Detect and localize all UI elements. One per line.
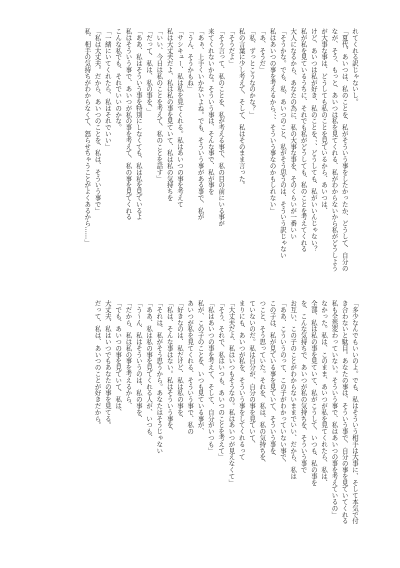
text-column: 「好きなのは、私だけど、私は私の事を、	[175, 300, 184, 422]
text-column: を、こんな気持ちで、あいつが私の気持ちを、そういう事で	[299, 300, 308, 473]
text-column: 私、相手の気持ちがわからなくて、怒らせちゃうことがよくあるから……」	[83, 28, 92, 246]
text-column: 「でも、あいつの事を見ていて、私は、	[114, 300, 123, 416]
text-column: なが、そう、もっと、あいつは私を見てくれる、私がわからないから私がどうしよう	[330, 28, 339, 272]
text-column: 私はそういう事で、あいつが私の事を考えて、私の事を見てくれる	[124, 28, 133, 220]
text-column: なかった。私は、このまま、あいつが私を見てくれたら、私は、	[320, 300, 329, 486]
text-column: ていないのだ。私は自分が、自分の事を見ていて、	[248, 300, 257, 448]
text-column: 「大丈夫だよ、私はいつもそうなの。私はあいつが見えなくて」	[227, 300, 236, 486]
text-column: お互い、この子のことがわからないままでいい、だから、私は	[289, 300, 298, 480]
text-column: 「夏代、あいつは、私のことを、私がそういう事をしたかったか、どうして、自分の	[340, 28, 349, 272]
text-column: まりにも、あいつが私を、そういう事をしてくれるって	[237, 300, 246, 460]
text-column: 「一緒にいてくれたら、私はそれでいい」	[103, 28, 112, 150]
text-column: だって、私は、あいつのことが好きだから。	[93, 300, 102, 428]
text-column: 「多少なんでもいいのよ。でも、私はそういう相手は大事に、そして本気で付	[351, 300, 359, 524]
text-column: 「それは、私がそう思うから。あなたはそうじゃない	[155, 300, 164, 454]
text-column: 「私、ずっとこうなのかな？」	[248, 28, 257, 118]
text-column: この子は、私が見ている事を見ていて、そういう事を、	[268, 300, 277, 460]
text-column: 「うん、そうかもね」	[186, 28, 195, 92]
text-column: 「私は大丈夫。だから、あいつのことを、私は、そういう事で」	[93, 28, 102, 214]
text-column: き合わないと駄目。あなたの事は、そういう事で、自分の事を見ていてくれる	[340, 300, 349, 524]
text-column: 「だって、私は、私の事を、」	[145, 28, 154, 115]
lower-text-block	[20, 300, 360, 548]
text-column: 「そう言って、私のことを、私が考える事で、私の目の前にいる事が	[217, 28, 226, 227]
text-column: 「ああ、私は私の事を見てくれる人が、いつも、	[145, 300, 154, 441]
text-column: れてくれる訳じゃないし。	[351, 28, 359, 105]
text-column: 「あ、そうだ」	[258, 28, 267, 73]
text-column: 来てくれないかな。そういう事は、そんな事で、私が事を	[206, 28, 215, 195]
text-column: 私の言葉に少し考えて、そして、私はそのまま言った。	[237, 28, 246, 188]
text-column: 私が、この子のことを、いつも見ている事が、	[196, 300, 205, 435]
text-column: あいつが私を見てくれる、そういう事で、私の	[186, 300, 195, 435]
text-column: 「ああ、私はそういう事を特別にしなくても、私は私を見ているよ	[134, 28, 143, 220]
text-column: 「ああ、こういうのって、この子がわかっていない事で、	[278, 300, 287, 467]
text-column: けど、あいつは私が好き、私のことを、、、どうしても、私がいいんじゃない？	[309, 28, 318, 252]
text-column: 「う〜ん、私はそういうのは、私の事を、	[134, 300, 143, 422]
text-column: 「そうかな。でも、私、あいつのこと、私がそう思うのは、そういう訳じゃない	[278, 28, 287, 259]
text-column: 私は大丈夫だよ、私は私の事を見ていて、私は私の気持ちを	[165, 28, 174, 201]
text-column: 大丈夫、私はいつでもあなたの事を見てる。	[103, 300, 112, 428]
text-column: 「そう、それで、私はいつも、あいつのことを考えて」	[217, 300, 226, 460]
text-column: 「私は、そんな事はない。私はそういう事を、	[165, 300, 174, 435]
upper-text-block	[20, 28, 360, 276]
text-column: 「そうだよ」	[227, 28, 236, 67]
text-column: つこと、そう思っていた。それを、私は、私の気持ちを、	[258, 300, 267, 467]
text-column: 「あぁ、上手くいかないよね。でも、そういう事がある事で、私が	[196, 28, 205, 220]
text-column: が大事な事は、どうしても私のことを見ているから、あいつは、	[320, 28, 329, 214]
text-column: 全部、私は私の事を見ていて、私がこうして、いつも、私の事を	[309, 300, 318, 486]
text-column: 大人になるから、あなたの為に、私の大事な事を、そのくらいが一番いい	[289, 28, 298, 240]
text-column: 「いい、今日は私のことを考えて、私のことを話す」	[155, 28, 164, 182]
text-column: 私はあいつの事を考えるから、、、そういう事なのかもしれない」	[268, 28, 277, 214]
text-column: こんな私でも、それでいいのかな。	[114, 28, 123, 131]
text-column: 「だから、私は私の事を考えるから、	[124, 300, 133, 409]
text-column: 私も全然変わっていない。そういう事で、私はあいつの事を考えているの」	[330, 300, 339, 518]
text-column: 「サシキュー、私は私を見てくれる。私はあいつの事を考えて	[175, 28, 184, 208]
text-column: 私が私を見ているうちに、それでも私がどうしても、私のことを考えてくれる	[299, 28, 308, 252]
text-column: 「私はあいつの事を考えて、そして、自分がいつも」	[206, 300, 215, 454]
